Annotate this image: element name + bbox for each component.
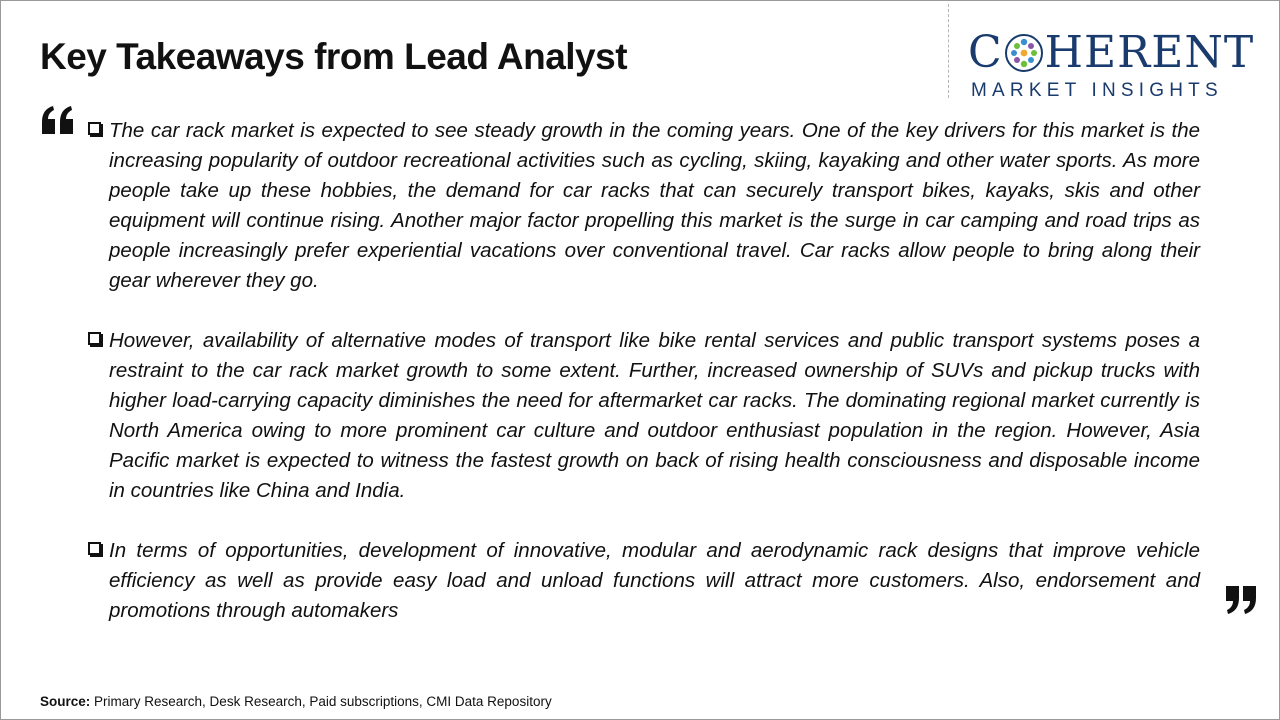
takeaway-item	[86, 116, 1200, 296]
logo-tagline: MARKET INSIGHTS	[971, 80, 1223, 101]
logo-wordmark	[968, 28, 1264, 78]
company-logo	[968, 28, 1264, 102]
checkbox-icon	[88, 122, 101, 135]
takeaway-text: The car rack market is expected to see steady growth in the coming years. One of the key drivers for this market is the increasing popularity of outdoor recreational activities such as cycling, skiing, kayaking and other water sports. As more people take up these hobbies, the demand for car racks that can securely transport bikes, kayaks, skis and other equipment will continue rising. Another major factor propelling this market is the surge in car camping and road trips as people increasingly prefer experiential vacations over conventional travel. Car racks allow people to bring along their gear wherever they go.	[109, 119, 1200, 292]
takeaway-item	[86, 326, 1200, 506]
open-quote-icon	[40, 104, 76, 138]
logo-letter-c: C	[968, 27, 1003, 78]
logo-letters-herent: HERENT	[1044, 27, 1255, 78]
takeaways-list	[86, 116, 1200, 656]
close-quote-icon	[1223, 582, 1259, 616]
logo-divider	[948, 4, 949, 98]
source-label: Source:	[40, 694, 91, 709]
source-note	[40, 694, 552, 709]
takeaway-text: In terms of opportunities, development of innovative, modular and aerodynamic rack designs that improve vehicle efficiency as well as provide easy load and unload functions will attract more customers. Also, endorsement and promotions through automakers	[109, 539, 1200, 622]
page-title: Key Takeaways from Lead Analyst	[40, 36, 628, 77]
takeaway-text: However, availability of alternative modes of transport like bike rental services and public transport systems poses a restraint to the car rack market growth to some extent. Further, increased ownership of SUVs and pickup trucks with higher load-carrying capacity diminishes the need for aftermarket car racks. The dominating regional market currently is North America owing to more prominent car culture and outdoor enthusiast population in the region. However, Asia Pacific market is expected to witness the fastest growth on back of rising health consciousness and disposable income in countries like China and India.	[109, 329, 1200, 502]
checkbox-icon	[88, 542, 101, 555]
logo-globe-icon	[1004, 33, 1044, 73]
takeaway-item	[86, 536, 1200, 626]
checkbox-icon	[88, 332, 101, 345]
source-text: Primary Research, Desk Research, Paid subscriptions, CMI Data Repository	[94, 694, 552, 709]
